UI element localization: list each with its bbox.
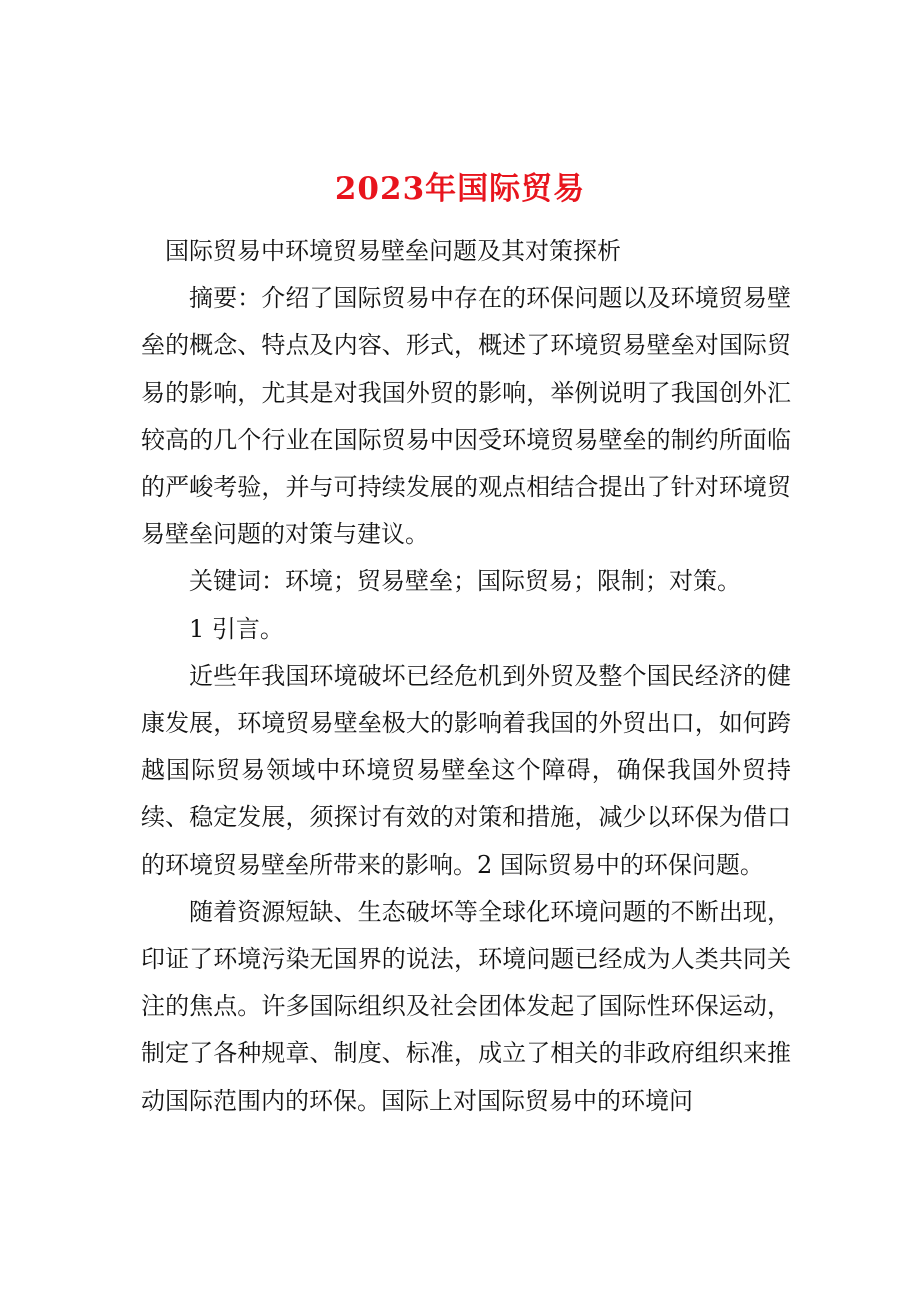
body-paragraph: 随着资源短缺、生态破坏等全球化环境问题的不断出现，印证了环境污染无国界的说法，环境问题已经成为人类共同关注的焦点。许多国际组织及社会团体发起了国际性环保运动，制定了各种规章、制度、标准，成立了相关的非政府组织来推动国际范围内的环保。国际上对国际贸易中的环境问 — [141, 897, 791, 1115]
section-heading: 1 引言。 — [189, 614, 284, 643]
keywords-paragraph: 关键词：环境；贸易壁垒；国际贸易；限制；对策。 — [189, 567, 741, 596]
document-subtitle: 国际贸易中环境贸易壁垒问题及其对策探析 — [165, 237, 621, 265]
abstract-paragraph: 摘要：介绍了国际贸易中存在的环保问题以及环境贸易壁垒的概念、特点及内容、形式，概述了环境贸易壁垒对国际贸易的影响，尤其是对我国外贸的影响，举例说明了我国创外汇较高的几个行业在国际贸易中因受环境贸易壁垒的制约所面临的严峻考验，并与可持续发展的观点相结合提出了针对环境贸易壁垒问题的对策与建议。 — [141, 284, 791, 549]
document-title: 2023年国际贸易 — [334, 170, 586, 207]
body-paragraph: 近些年我国环境破坏已经危机到外贸及整个国民经济的健康发展，环境贸易壁垒极大的影响着我国的外贸出口，如何跨越国际贸易领域中环境贸易壁垒这个障碍，确保我国外贸持续、稳定发展，须探讨有效的对策和措施，减少以环保为借口的环境贸易壁垒所带来的影响。2 国际贸易中的环保问题。 — [141, 661, 791, 879]
document-body — [141, 228, 791, 1125]
